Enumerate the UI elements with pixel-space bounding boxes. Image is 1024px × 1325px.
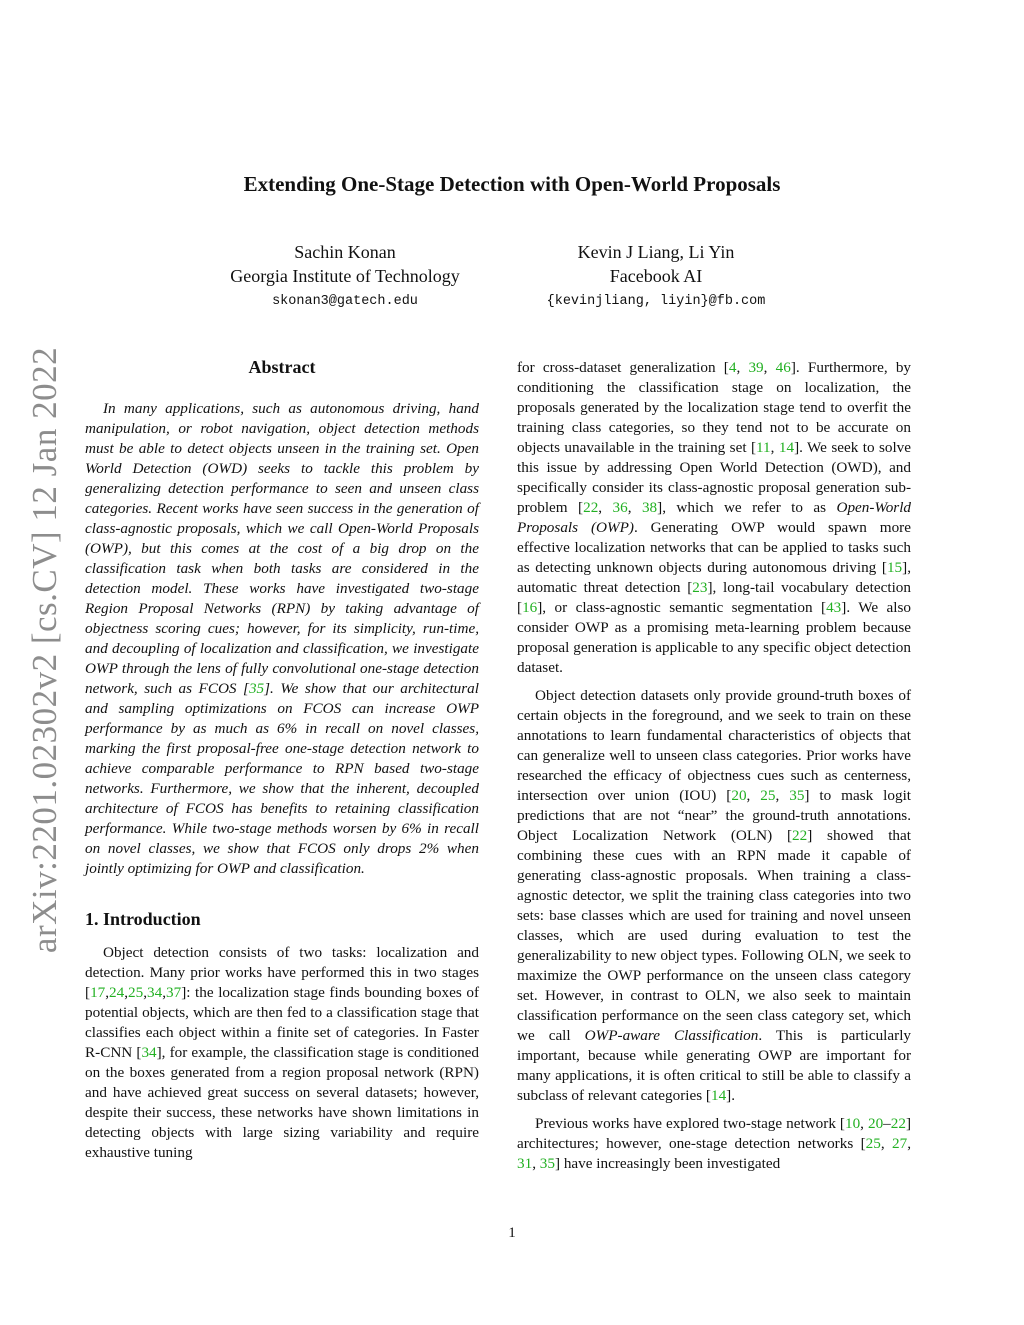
citation-link[interactable]: 27 bbox=[892, 1135, 908, 1152]
author-email[interactable]: {kevinjliang, liyin}@fb.com bbox=[546, 294, 766, 309]
citation-link[interactable]: 22 bbox=[890, 1115, 906, 1132]
citation-link[interactable]: 14 bbox=[778, 439, 795, 456]
citation-link[interactable]: 15 bbox=[886, 559, 903, 576]
citation-link[interactable]: 46 bbox=[775, 359, 791, 376]
author-email[interactable]: skonan3@gatech.edu bbox=[272, 294, 418, 309]
citation-link[interactable]: 4 bbox=[728, 359, 737, 376]
citation-link[interactable]: 36 bbox=[612, 499, 628, 516]
intro-paragraph-3: Object detection datasets only provide ground-truth boxes of certain objects in the foreground, and we seek to train on these annotations to learn fundamental characteristics of objects that can generalize well to unseen class categories. Prior works have researched the efficacy of objectness cues such as centerness, intersection over union (IOU) [20, 25, 35] to mask logit predictions that are not “near” the ground-truth annotations. Object Localization Network (OLN) [22] showed that combining these cues with an RPN made it capable of generating class-agnostic proposals. When training a class-agnostic detector, we split the training class categories into two sets: base classes which are used for training and novel unseen classes, which are used during evaluation to test the generalizability to new object types. Following OLN, we seek to maximize the OWP performance on the unseen class category set. However, in contrast to OLN, we also seek to maintain classification performance on the seen class category set, which we call OWP-aware Classification. This is particularly important, because while generating OWP are important for many applications, it is often critical to still be able to classify a subclass of relevant categories [14]. bbox=[517, 687, 912, 1104]
citation-link[interactable]: 10 bbox=[844, 1115, 861, 1132]
citation-link[interactable]: 31 bbox=[517, 1155, 533, 1172]
citation-link[interactable]: 37 bbox=[166, 984, 182, 1001]
abstract-heading: Abstract bbox=[248, 357, 316, 377]
citation-link[interactable]: 38 bbox=[641, 499, 658, 516]
author-block-2 bbox=[476, 240, 836, 314]
intro-paragraph-1: Object detection consists of two tasks: localization and detection. Many prior works have performed this in two stages [17,24,25,34,37]: the localization stage finds bounding boxes of potential objects, which are then fed to a classification stage that classifies each object within a finite set of categories. In Faster R-CNN [34], for example, the classification stage is conditioned on the boxes generated from a region proposal network (RPN) and have achieved great success on several datasets; however, despite their success, these networks have shown limitations in detecting objects with large sizing variability and require exhaustive tuning bbox=[85, 944, 479, 1161]
intro-paragraph-2: for cross-dataset generalization [4, 39, 46]. Furthermore, by conditioning the classification stage on localization, the proposals generated by the localization stage tend to overfit the training class categories, so they tend not to be accurate on objects unavailable in the training set [11, 14]. We seek to solve this issue by addressing Open World Detection (OWD), and specifically consider its class-agnostic proposal generation sub-problem [22, 36, 38], which we refer to as Open-World Proposals (OWP). Generating OWP would spawn more effective localization networks that can be applied to tasks such as detecting unknown objects during autonomous driving [15], automatic threat detection [23], long-tail vocabulary detection [16], or class-agnostic semantic segmentation [43]. We also consider OWP as a promising meta-learning problem because proposal generation is applicable to any specific object detection dataset. bbox=[517, 359, 912, 676]
right-column bbox=[517, 358, 911, 1174]
emphasis-term: OWP-aware Classification bbox=[584, 1027, 759, 1044]
citation-link[interactable]: 25 bbox=[865, 1135, 881, 1152]
author-name: Sachin Konan bbox=[294, 242, 396, 262]
citation-link[interactable]: 34 bbox=[147, 984, 163, 1001]
citation-link[interactable]: 22 bbox=[583, 499, 599, 516]
citation-link[interactable]: 14 bbox=[710, 1087, 727, 1104]
arxiv-watermark bbox=[25, 346, 64, 954]
left-column bbox=[85, 357, 479, 1163]
emphasis-term: Open-World Proposals (OWP) bbox=[517, 499, 912, 536]
citation-link[interactable]: 17 bbox=[90, 984, 106, 1001]
citation-link[interactable]: 20 bbox=[731, 787, 747, 804]
citation-link[interactable]: 35 bbox=[539, 1155, 555, 1172]
citation-link[interactable]: 34 bbox=[141, 1044, 157, 1061]
citation-link[interactable]: 35 bbox=[789, 787, 805, 804]
citation-link[interactable]: 22 bbox=[792, 827, 808, 844]
author-name: Kevin J Liang, Li Yin bbox=[577, 242, 735, 262]
citation-link[interactable]: 25 bbox=[760, 787, 776, 804]
citation-link[interactable]: 16 bbox=[522, 599, 538, 616]
citation-link[interactable]: 20 bbox=[867, 1115, 884, 1132]
intro-paragraph-4: Previous works have explored two-stage network [10, 20–22] architectures; however, one-stage detection networks [25, 27, 31, 35] have increasingly been investigated bbox=[517, 1115, 912, 1172]
abstract-text: In many applications, such as autonomous driving, hand manipulation, or robot navigation, object detection methods must be able to detect objects unseen in the training set. Open World Detection (OWD) seeks to tackle this problem by generalizing detection performance to seen and unseen class categories. Recent works have seen success in the generation of class-agnostic proposals, which we call Open-World Proposals (OWP), but this comes at the cost of a big drop on the classification task when both tasks are considered in the detection model. These works have investigated two-stage Region Proposal Networks (RPN) by taking advantage of objectness scoring cues; however, for its simplicity, run-time, and decoupling of localization and classification, we investigate OWP through the lens of fully convolutional one-stage detection network, such as FCOS [35]. We show that our architectural and sampling optimizations on FCOS can increase OWP performance by as much as 6% in recall on novel classes, marking the first proposal-free one-stage detection network to achieve comparable performance to RPN based two-stage networks. Furthermore, we show that the inherent, decoupled architecture of FCOS has benefits to retaining classification performance. While two-stage methods worsen by 6% in recall on novel classes, we show that FCOS only drops 2% when jointly optimizing for OWP and classification. bbox=[85, 400, 479, 877]
author-affiliation: Facebook AI bbox=[609, 266, 703, 286]
citation-link[interactable]: 25 bbox=[128, 984, 144, 1001]
citation-link[interactable]: 24 bbox=[109, 984, 125, 1001]
page-number: 1 bbox=[508, 1225, 516, 1241]
author-block-1 bbox=[165, 240, 525, 314]
citation-link[interactable]: 43 bbox=[826, 599, 842, 616]
citation-link[interactable]: 35 bbox=[248, 680, 265, 697]
citation-link[interactable]: 39 bbox=[748, 359, 764, 376]
paper-title: Extending One-Stage Detection with Open-World Proposals bbox=[243, 172, 781, 196]
arxiv-watermark-text: arXiv:2201.02302v2 [cs.CV] 12 Jan 2022 bbox=[25, 346, 64, 954]
author-affiliation: Georgia Institute of Technology bbox=[230, 266, 460, 286]
citation-link[interactable]: 23 bbox=[692, 579, 708, 596]
citation-link[interactable]: 11 bbox=[756, 439, 771, 456]
section-heading-introduction: 1. Introduction bbox=[85, 909, 201, 929]
